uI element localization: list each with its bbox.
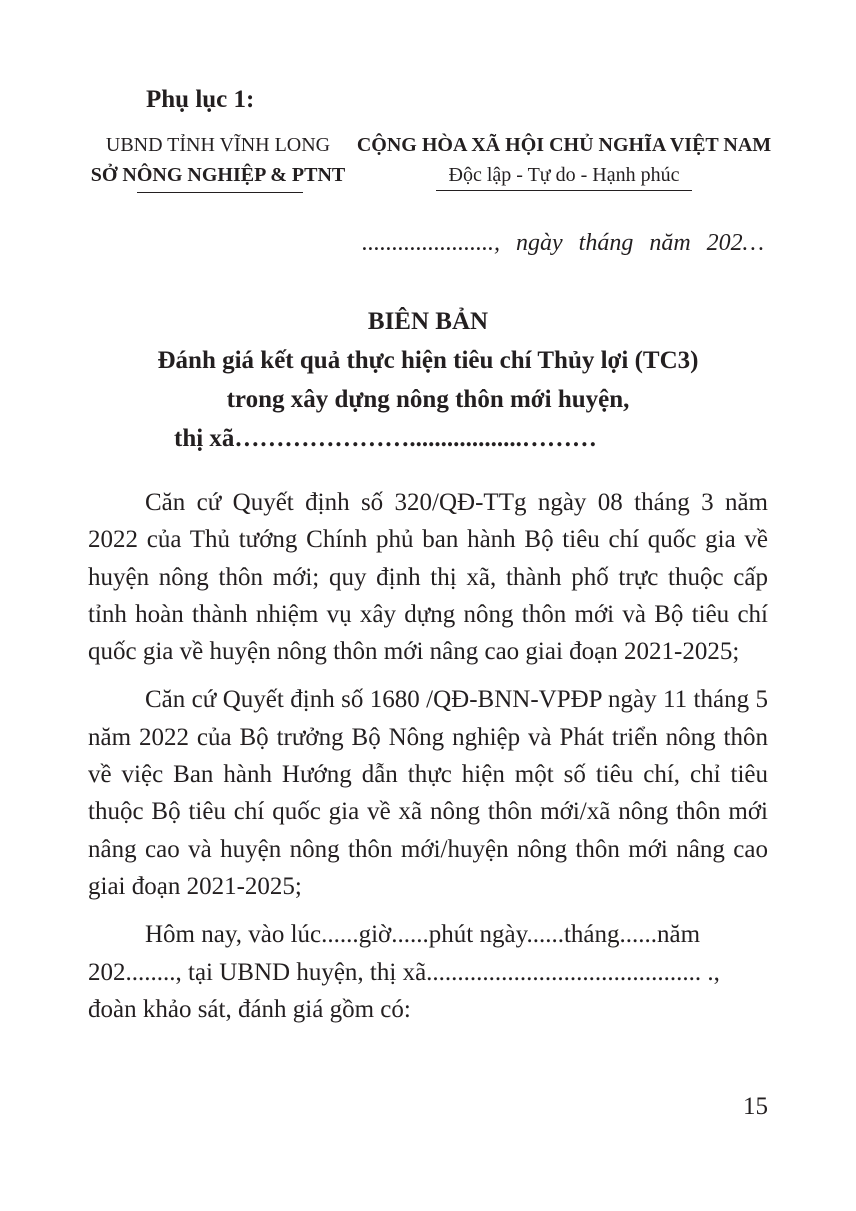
document-body bbox=[88, 484, 768, 1039]
title-line-1: BIÊN BẢN bbox=[367, 308, 489, 335]
agency-line-1: UBND TỈNH VĨNH LONG bbox=[105, 134, 331, 156]
national-motto bbox=[356, 130, 772, 190]
issuing-agency bbox=[88, 130, 348, 190]
country-name: CỘNG HÒA XÃ HỘI CHỦ NGHĨA VIỆT NAM bbox=[356, 134, 772, 156]
date-line: ......................, ngày tháng năm 202… bbox=[362, 230, 764, 256]
page-number: 15 bbox=[743, 1093, 768, 1120]
appendix-label: Phụ lục 1: bbox=[146, 86, 255, 113]
motto-underline bbox=[436, 190, 692, 191]
title-line-3: trong xây dựng nông thôn mới huyện, bbox=[226, 386, 630, 413]
paragraph-3: Hôm nay, vào lúc......giờ......phút ngày......tháng......năm 202........, tại UBND huyện, thị xã............................................ ., đoàn khảo sát, đánh giá gồm có: bbox=[88, 921, 720, 1023]
title-line-2: Đánh giá kết quả thực hiện tiêu chí Thủy lợi (TC3) bbox=[157, 347, 699, 374]
title-line-4: thị xã…………………..................……… bbox=[174, 425, 597, 452]
motto-line: Độc lập - Tự do - Hạnh phúc bbox=[448, 164, 680, 186]
paragraph-2: Căn cứ Quyết định số 1680 /QĐ-BNN-VPĐP ngày 11 tháng 5 năm 2022 của Bộ trưởng Bộ Nông nghiệp và Phát triển nông thôn về việc Ban hành Hướng dẫn thực hiện một số tiêu chí, chỉ tiêu thuộc Bộ tiêu chí quốc gia về xã nông thôn mới/xã nông thôn mới nâng cao và huyện nông thôn mới/huyện nông thôn mới nâng cao giai đoạn 2021-2025; bbox=[88, 686, 768, 900]
agency-line-2: SỞ NÔNG NGHIỆP & PTNT bbox=[90, 164, 346, 186]
paragraph-1: Căn cứ Quyết định số 320/QĐ-TTg ngày 08 tháng 3 năm 2022 của Thủ tướng Chính phủ ban hành Bộ tiêu chí quốc gia về huyện nông thôn mới; quy định thị xã, thành phố trực thuộc cấp tỉnh hoàn thành nhiệm vụ xây dựng nông thôn mới và Bộ tiêu chí quốc gia về huyện nông thôn mới nâng cao giai đoạn 2021-2025; bbox=[88, 489, 768, 666]
document-title bbox=[80, 302, 776, 458]
agency-underline bbox=[137, 192, 303, 193]
